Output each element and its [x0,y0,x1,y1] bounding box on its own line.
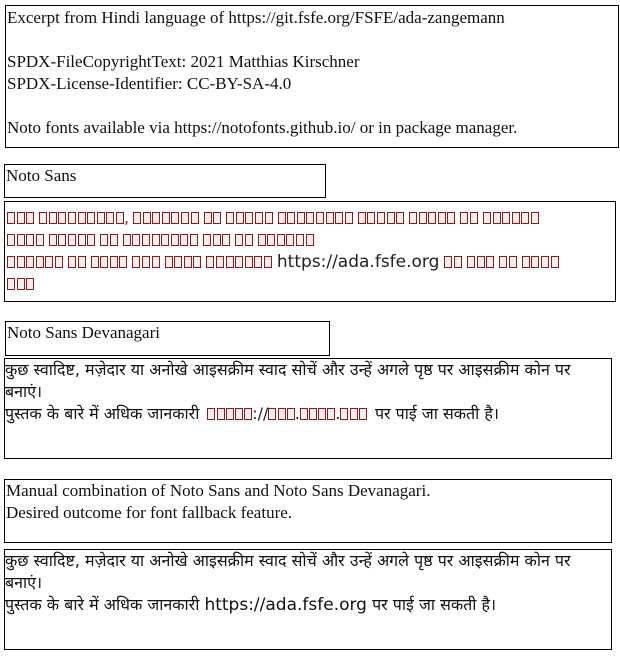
missing-glyph-box [123,234,131,246]
missing-glyph-box [68,234,76,246]
missing-glyph-box [245,212,253,224]
missing-glyph-box [171,212,179,224]
missing-glyph-box [190,234,198,246]
missing-glyph-box [438,212,446,224]
missing-glyph-box [235,234,243,246]
missing-glyph-box [287,212,295,224]
missing-glyph-box [152,256,160,268]
missing-glyph-box [309,408,317,420]
missing-glyph-box [49,234,57,246]
missing-glyph-box [193,256,201,268]
missing-glyph-word [91,251,128,273]
missing-glyph-box [297,212,305,224]
missing-glyph-word [165,251,202,273]
missing-glyph-box [541,256,549,268]
manual-combination-line: Manual combination of Noto Sans and Noto Sans Devanagari. [6,481,431,500]
noto-sans-devanagari-sample-box [4,358,612,459]
missing-glyph-box [17,278,25,290]
excerpt-source-line: Excerpt from Hindi language of https://git.fsfe.org/FSFE/ada-zangemann [7,8,505,27]
missing-glyph-word [132,251,159,273]
url-tofu [207,403,366,425]
missing-glyph-box [78,212,86,224]
missing-glyph-box [326,212,334,224]
missing-glyph-box [100,234,108,246]
paragraph-2-after: पर पाई जा सकती है। [374,404,499,423]
tofu-line-3 [7,251,615,273]
desired-outcome-line: Desired outcome for font fallback feature. [6,503,293,522]
missing-glyph-box [340,408,348,420]
missing-glyph-word [133,207,199,229]
missing-glyph-word [7,273,34,295]
missing-glyph-box [444,256,452,268]
devanagari-paragraph-2 [5,403,603,425]
tofu-line-2 [7,229,615,251]
noto-sans-devanagari-label: Noto Sans Devanagari [7,323,160,342]
missing-glyph-word [39,207,124,229]
missing-glyph-box [278,408,286,420]
missing-glyph-box [419,212,427,224]
missing-glyph-box [277,234,285,246]
license-line: SPDX-License-Identifier: CC-BY-SA-4.0 [7,74,292,93]
missing-glyph-box [350,408,358,420]
missing-glyph-word [100,229,118,251]
missing-glyph-box [171,234,179,246]
missing-glyph-box [477,256,485,268]
missing-glyph-box [165,256,173,268]
missing-glyph-box [39,212,47,224]
missing-glyph-box [286,234,294,246]
missing-glyph-box [318,408,326,420]
missing-glyph-box [509,256,517,268]
missing-glyph-box [174,256,182,268]
missing-glyph-box [26,234,34,246]
missing-glyph-box [358,212,366,224]
missing-glyph-box [7,256,15,268]
missing-glyph-box [428,212,436,224]
missing-glyph-word [444,251,462,273]
missing-glyph-box [7,212,15,224]
missing-glyph-word [358,207,404,229]
missing-glyph-box [132,256,140,268]
combined-url: https://ada.fsfe.org [204,595,367,615]
missing-glyph-box [78,234,86,246]
missing-glyph-box [502,212,510,224]
missing-glyph-box [91,256,99,268]
missing-glyph-word [206,251,272,273]
missing-glyph-box [142,234,150,246]
missing-glyph-box [181,212,189,224]
missing-glyph-box [17,256,25,268]
missing-glyph-box [236,212,244,224]
missing-glyph-box [68,212,76,224]
missing-glyph-box [207,408,215,420]
missing-glyph-box [512,212,520,224]
url-dot: . [294,404,300,423]
devanagari-paragraph-1: कुछ स्वादिष्ट, मज़ेदार या अनोखे आइसक्रीम स्वाद सोचें और उन्हें अगले पृष्ठ पर आइसक्रीम कोन पर बनाएं। [5,360,571,401]
combined-paragraph-2 [5,594,603,616]
manual-combination-box [4,479,612,543]
tofu-line-4 [7,273,615,295]
missing-glyph-box [268,408,276,420]
missing-glyph-box [460,212,468,224]
missing-glyph-box [316,212,324,224]
missing-glyph-box [367,212,375,224]
missing-glyph-box [447,212,455,224]
missing-glyph-box [531,212,539,224]
missing-glyph-box [359,408,367,420]
missing-glyph-box [396,212,404,224]
missing-glyph-box [483,212,491,224]
missing-glyph-box [244,408,252,420]
copyright-line: SPDX-FileCopyrightText: 2021 Matthias Kirschner [7,52,360,71]
missing-glyph-word [123,229,198,251]
manual-combination-sample-box [4,549,612,650]
missing-glyph-box [36,234,44,246]
missing-glyph-word [499,251,517,273]
missing-glyph-box [26,278,34,290]
missing-glyph-box [226,212,234,224]
missing-glyph-box [306,212,314,224]
noto-fonts-note-line: Noto fonts available via https://notofonts.github.io/ or in package manager. [7,118,518,137]
missing-glyph-box [531,256,539,268]
missing-glyph-box [36,256,44,268]
blank-line [7,95,618,117]
missing-glyph-box [486,256,494,268]
missing-glyph-word [68,251,86,273]
missing-glyph-box [454,256,462,268]
missing-glyph-word [409,207,455,229]
noto-sans-sample-box [4,201,616,302]
missing-glyph-box [58,234,66,246]
missing-glyph-box [191,212,199,224]
missing-glyph-box [7,278,15,290]
comma: , [123,208,130,227]
missing-glyph-box [45,256,53,268]
missing-glyph-word [258,229,314,251]
missing-glyph-box [265,212,273,224]
missing-glyph-box [245,256,253,268]
missing-glyph-word [7,207,34,229]
missing-glyph-box [245,234,253,246]
missing-glyph-box [254,256,262,268]
missing-glyph-box [521,212,529,224]
paragraph-2-after: पर पाई जा सकती है। [372,595,497,614]
missing-glyph-word [278,207,353,229]
missing-glyph-box [203,234,211,246]
missing-glyph-box [335,212,343,224]
missing-glyph-box [152,212,160,224]
paragraph-2-before: पुस्तक के बारे में अधिक जानकारी [5,404,200,423]
missing-glyph-box [162,212,170,224]
missing-glyph-word [49,229,95,251]
missing-glyph-box [222,234,230,246]
paragraph-2-before: पुस्तक के बारे में अधिक जानकारी [5,595,200,614]
excerpt-info-box [5,5,619,148]
missing-glyph-box [119,256,127,268]
missing-glyph-box [106,212,114,224]
missing-glyph-box [49,212,57,224]
missing-glyph-box [26,256,34,268]
missing-glyph-word [226,207,272,229]
missing-glyph-word [7,229,44,251]
noto-sans-label-box [4,164,326,198]
missing-glyph-word [483,207,539,229]
missing-glyph-box [267,234,275,246]
missing-glyph-box [470,212,478,224]
missing-glyph-box [116,212,124,224]
missing-glyph-word [207,403,252,425]
missing-glyph-box [87,212,95,224]
missing-glyph-box [58,212,66,224]
blank-line [7,29,618,51]
missing-glyph-word [300,403,336,425]
missing-glyph-box [213,212,221,224]
missing-glyph-word [467,251,494,273]
missing-glyph-word [522,251,559,273]
missing-glyph-box [255,212,263,224]
missing-glyph-box [55,256,63,268]
missing-glyph-box [78,256,86,268]
missing-glyph-word [204,207,222,229]
missing-glyph-box [17,212,25,224]
missing-glyph-box [184,256,192,268]
combined-paragraph-1: कुछ स्वादिष्ट, मज़ेदार या अनोखे आइसक्रीम स्वाद सोचें और उन्हें अगले पृष्ठ पर आइसक्रीम कोन पर बनाएं। [5,551,571,592]
missing-glyph-box [143,212,151,224]
missing-glyph-box [161,234,169,246]
missing-glyph-box [213,234,221,246]
missing-glyph-word [235,229,253,251]
missing-glyph-box [235,256,243,268]
noto-sans-label: Noto Sans [6,166,77,185]
missing-glyph-box [296,234,304,246]
url-scheme-separator: :// [252,404,269,423]
missing-glyph-word [460,207,478,229]
missing-glyph-box [258,234,266,246]
missing-glyph-box [467,256,475,268]
missing-glyph-box [522,256,530,268]
missing-glyph-box [226,408,234,420]
missing-glyph-word [340,403,366,425]
missing-glyph-box [551,256,559,268]
missing-glyph-box [226,256,234,268]
missing-glyph-box [7,234,15,246]
missing-glyph-box [132,234,140,246]
missing-glyph-box [217,408,225,420]
missing-glyph-box [180,234,188,246]
missing-glyph-box [409,212,417,224]
missing-glyph-box [306,234,314,246]
missing-glyph-box [17,234,25,246]
tofu-line-1 [7,207,615,229]
missing-glyph-word [203,229,230,251]
missing-glyph-box [377,212,385,224]
missing-glyph-box [152,234,160,246]
missing-glyph-box [110,256,118,268]
missing-glyph-box [97,212,105,224]
missing-glyph-box [264,256,272,268]
missing-glyph-box [493,212,501,224]
missing-glyph-box [110,234,118,246]
missing-glyph-word [268,403,294,425]
missing-glyph-word [7,251,63,273]
sample-url: https://ada.fsfe.org [276,252,440,272]
missing-glyph-box [216,256,224,268]
missing-glyph-box [387,212,395,224]
missing-glyph-box [68,256,76,268]
missing-glyph-box [287,408,295,420]
missing-glyph-box [300,408,308,420]
missing-glyph-box [345,212,353,224]
missing-glyph-box [100,256,108,268]
missing-glyph-box [204,212,212,224]
noto-sans-devanagari-label-box [5,321,330,356]
missing-glyph-box [133,212,141,224]
url-dot: . [335,404,341,423]
missing-glyph-box [235,408,243,420]
missing-glyph-box [142,256,150,268]
missing-glyph-box [26,212,34,224]
missing-glyph-box [87,234,95,246]
missing-glyph-box [499,256,507,268]
missing-glyph-box [278,212,286,224]
missing-glyph-box [206,256,214,268]
